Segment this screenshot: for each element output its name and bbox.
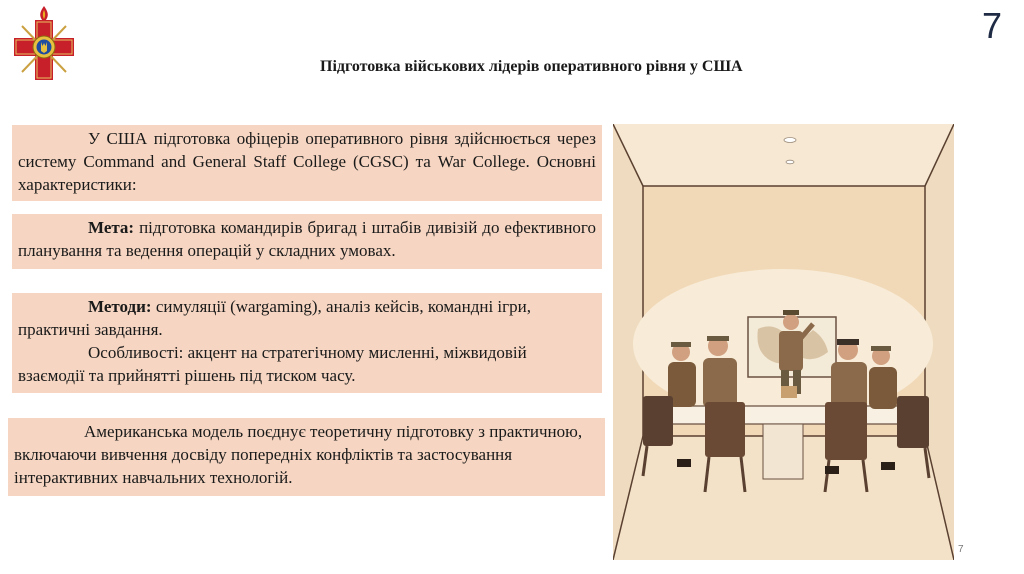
intro-text: У США підготовка офіцерів оперативного рівня здійснюється через систему Command and General Staff College (CGSC) та War College. Основні характеристики: (18, 129, 596, 194)
methods-box (12, 293, 602, 393)
goal-label: Мета: (88, 218, 135, 237)
conclusion-box (8, 418, 605, 496)
conclusion-text: Американська модель поєднує теоретичну підготовку з практичною, включаючи вивчення досвіду попередніх конфліктів та застосування інтерактивних навчальних технологій. (14, 422, 583, 487)
footer-page-number: 7 (958, 544, 964, 555)
military-emblem-icon (8, 4, 80, 86)
goal-box (12, 214, 602, 269)
methods-label: Методи: (88, 297, 152, 316)
features-text: Особливості: акцент на стратегічному мисленні, міжвидовій взаємодії та прийнятті рішень під тиском часу. (18, 343, 527, 385)
slide-number: 7 (981, 5, 1002, 46)
methods-text: симуляції (wargaming), аналіз кейсів, командні ігри, практичні завдання. (18, 297, 531, 339)
intro-box (12, 125, 602, 201)
briefing-room-illustration (613, 124, 954, 560)
page-title: Підготовка військових лідерів оперативного рівня у США (320, 58, 743, 75)
goal-text: підготовка командирів бригад і штабів дивізій до ефективного планування та ведення операцій у складних умовах. (18, 218, 596, 260)
